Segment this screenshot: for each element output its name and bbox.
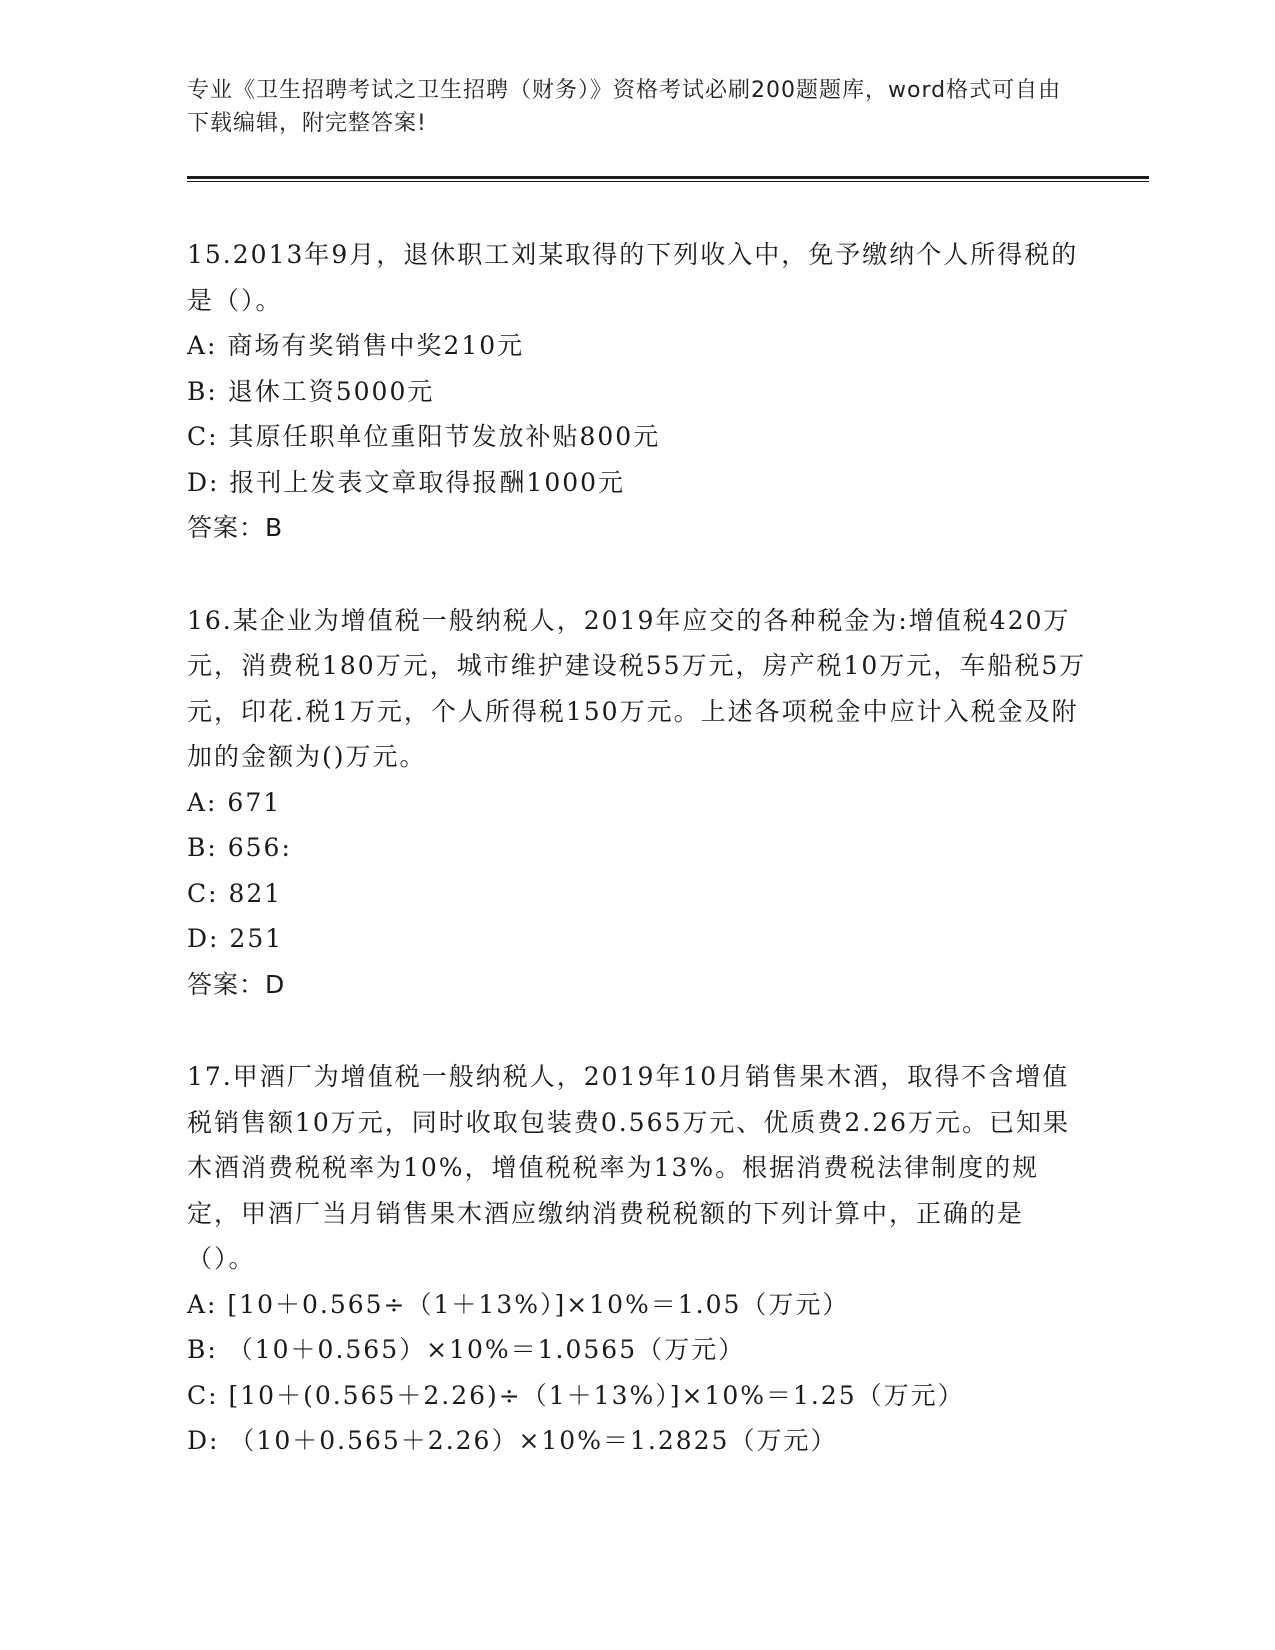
answer-line: 答案：D bbox=[187, 969, 286, 999]
option-d: D: 报刊上发表文章取得报酬1000元 bbox=[187, 467, 626, 497]
header-divider-thin bbox=[187, 181, 1149, 182]
option-c: C: 821 bbox=[187, 878, 283, 908]
option-b: B: 656: bbox=[187, 833, 292, 862]
question-stem: 17.甲酒厂为增值税一般纳税人，2019年10月销售果木酒，取得不含增值税销售额10万元，同时收取包装费0.565万元、优质费2.26万元。已知果木酒消费税税率为10%，增值税税率为13%。根据消费税法律制度的规定，甲酒厂当月销售果木酒应缴纳消费税税额的下列计算中，正确的是（）。 bbox=[187, 1062, 1071, 1273]
option-c: C: [10＋(0.565＋2.26)÷（1＋13%）]×10%＝1.25（万元） bbox=[187, 1380, 965, 1410]
option-d: D: 251 bbox=[187, 924, 284, 953]
option-b: B: 退休工资5000元 bbox=[187, 376, 435, 406]
document-header: 专业《卫生招聘考试之卫生招聘（财务）》资格考试必刷200题题库，word格式可自由下载编辑，附完整答案! bbox=[187, 78, 1062, 136]
question-15 bbox=[187, 232, 1087, 551]
question-stem: 16.某企业为增值税一般纳税人，2019年应交的各种税金为:增值税420万元，消费税180万元，城市维护建设税55万元，房产税10万元，车船税5万元，印花.税1万元，个人所得税150万元。上述各项税金中应计入税金及附加的金额为()万元。 bbox=[187, 605, 1087, 771]
question-16 bbox=[187, 598, 1087, 1008]
option-a: A: 671 bbox=[187, 787, 282, 817]
answer-line: 答案：B bbox=[187, 513, 284, 542]
option-d: D: （10＋0.565＋2.26）×10%＝1.2825（万元） bbox=[187, 1426, 838, 1455]
question-stem: 15.2013年9月，退休职工刘某取得的下列收入中，免予缴纳个人所得税的是（）。 bbox=[187, 240, 1079, 315]
question-17 bbox=[187, 1054, 1087, 1464]
header-divider-thick bbox=[187, 176, 1149, 179]
option-a: A: 商场有奖销售中奖210元 bbox=[187, 331, 525, 360]
option-b: B: （10＋0.565）×10%＝1.0565（万元） bbox=[187, 1335, 746, 1364]
option-a: A: [10＋0.565÷（1＋13%）]×10%＝1.05（万元） bbox=[187, 1289, 850, 1319]
option-c: C: 其原任职单位重阳节发放补贴800元 bbox=[187, 422, 661, 451]
question-list bbox=[187, 232, 1087, 1511]
